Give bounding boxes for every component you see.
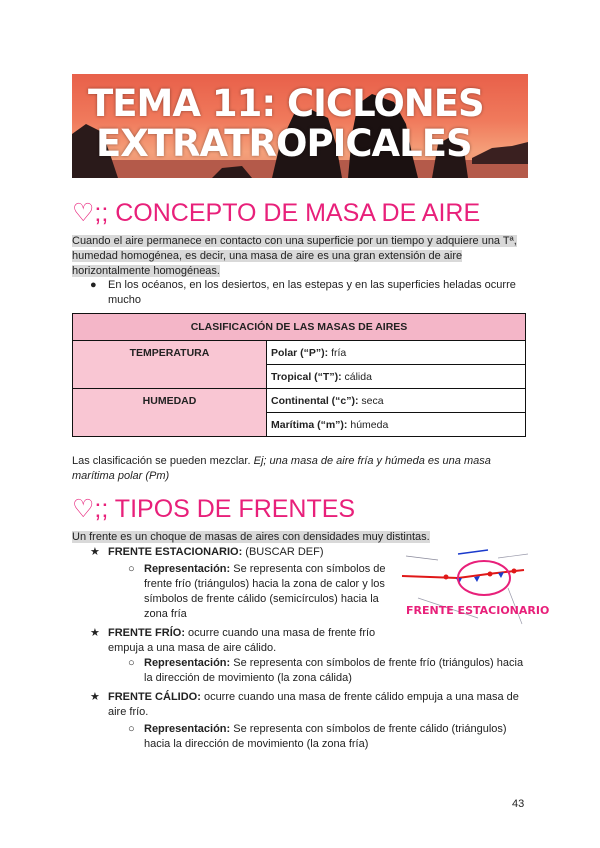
fronts-intro: Un frente es un choque de masas de aires con densidades muy distintas.	[72, 531, 430, 543]
intro-paragraph: Cuando el aire permanece en contacto con una superficie por un tiempo y adquiere una Tª, humedad homogénea, es decir, una masa de aire es una gran extensión de aire horizontalmente homogéneas.	[72, 235, 517, 277]
circle-bullet-icon: ○	[128, 563, 135, 575]
star-icon: ★	[90, 691, 100, 703]
table-cell: Marítima (“m”): húmeda	[267, 413, 526, 437]
table-cell: Continental (“c”): seca	[267, 389, 526, 413]
circle-bullet-icon: ○	[128, 723, 135, 735]
page-number: 43	[512, 798, 525, 810]
front-item-calido: ★ FRENTE CÁLIDO: ocurre cuando una masa de frente cálido empuja a una masa de aire frío. ○ Representación: Se representa con símbolos de frente cálido (triángulos) hacia la dirección de movimiento (la zona fría)	[90, 691, 519, 750]
table-header: CLASIFICACIÓN DE LAS MASAS DE AIRES	[73, 314, 526, 341]
star-icon: ★	[90, 627, 100, 639]
front-item-frio-rep: ○ Representación: Se representa con símbolos de frente frío (triángulos) hacia la dirección de movimiento (la zona cálida)	[128, 657, 524, 684]
star-icon: ★	[90, 546, 100, 558]
front-item-estacionario: ★ FRENTE ESTACIONARIO: (BUSCAR DEF) ○ Representación: Se representa con símbolos de frente frío (triángulos) hacia la zona de calor y los símbolos de frente cálido (semicírculos) hacia la zona fría	[90, 546, 386, 620]
classification-note: Las clasificación se pueden mezclar. Ej; una masa de aire fría y húmeda es una masa marítima polar (Pm)	[72, 455, 491, 482]
table-cell: Tropical (“T”): cálida	[267, 365, 526, 389]
circle-bullet-icon: ○	[128, 657, 135, 669]
table-cell: Polar (“P”): fría	[267, 341, 526, 365]
chapter-title: TEMA 11: CICLONES EXTRATROPICALES	[88, 82, 484, 165]
map-label: FRENTE ESTACIONARIO	[406, 604, 550, 617]
table-category-temperatura: TEMPERATURA	[73, 341, 267, 389]
bullet-list	[72, 278, 532, 308]
section-heading-tipos-de-frentes: ♡;; TIPOS DE FRENTES	[72, 495, 356, 523]
front-item-frio: ★ FRENTE FRÍO: ocurre cuando una masa de frente frío empuja a una masa de aire cálido.	[90, 627, 376, 654]
classification-table	[72, 313, 526, 437]
title-banner	[72, 74, 528, 178]
list-item: ● En los océanos, en los desiertos, en las estepas y en las superficies heladas ocurre mucho	[90, 279, 516, 306]
stationary-front-map	[398, 548, 550, 630]
section-heading-masa-de-aire: ♡;; CONCEPTO DE MASA DE AIRE	[72, 199, 481, 227]
table-category-humedad: HUMEDAD	[73, 389, 267, 437]
